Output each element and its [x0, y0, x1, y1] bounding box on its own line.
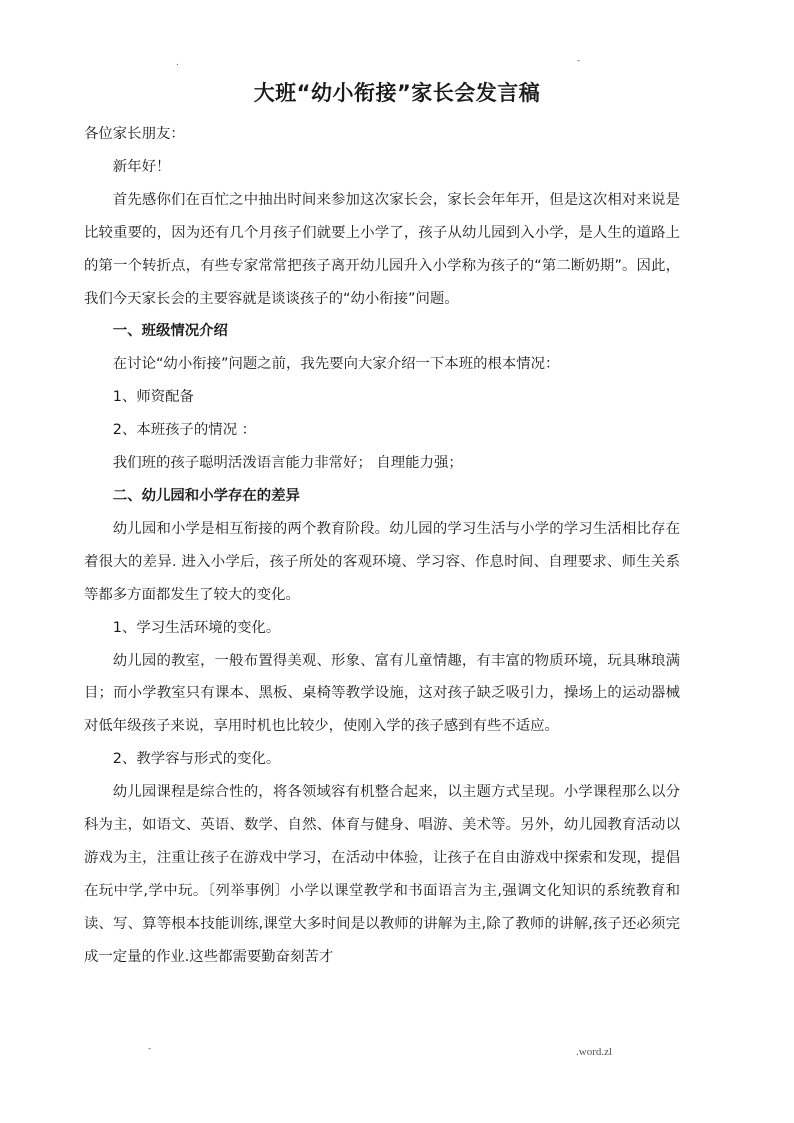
subheading-teaching: 2、教学容与形式的变化。 [112, 751, 281, 768]
document-title: 大班“幼小衔接”家长会发言稿 [253, 81, 541, 105]
children-description: 我们班的孩子聪明活泼语言能力非常好； 自理能力强； [112, 455, 463, 472]
list-item-teachers: 1、师资配备 [112, 389, 194, 406]
footer-mark-right: .word.zl [576, 1046, 613, 1058]
environment-paragraph: 幼儿园的教室，一般布置得美观、形象、富有儿童情趣，有丰富的物质环境，玩具琳琅满目；而小学教室只有课本、黑板、桌椅等教学设施，这对孩子缺乏吸引力，操场上的运动器械对低年级孩子来说，享用时机也比较少，使刚入学的孩子感到有些不适应。 [84, 652, 680, 735]
subheading-environment: 1、学习生活环境的变化。 [112, 619, 281, 636]
differences-paragraph: 幼儿园和小学是相互衔接的两个教育阶段。幼儿园的学习生活与小学的学习生活相比存在着很大的差异. 进入小学后，孩子所处的客观环境、学习容、作息时间、自理要求、师生关系等都多方面都发生了较大的变化。 [84, 520, 680, 603]
salutation: 各位家长朋友： [84, 126, 185, 142]
footer-mark-left: - [148, 1044, 152, 1054]
section-heading-differences: 二、幼儿园和小学存在的差异 [112, 487, 300, 504]
class-intro-paragraph: 在讨论“幼小衔接”问题之前，我先要向大家介绍一下本班的根本情况： [112, 356, 560, 373]
intro-paragraph: 首先感你们在百忙之中抽出时间来参加这次家长会，家长会年年开，但是这次相对来说是比较重要的，因为还有几个月孩子们就要上小学了，孩子从幼儿园到入小学，是人生的道路上的第一个转折点，有些专家常常把孩子离开幼儿园升入小学称为孩子的“第二断奶期”。因此，我们今天家长会的主要容就是谈谈孩子的“幼小衔接”问题。 [84, 191, 680, 307]
teaching-paragraph: 幼儿园课程是综合性的，将各领域容有机整合起来，以主题方式呈现。小学课程那么以分科为主，如语文、英语、数学、自然、体育与健身、唱游、美术等。另外，幼儿园教育活动以游戏为主，注重让孩子在游戏中学习，在活动中体验，让孩子在自由游戏中探索和发现，提倡在玩中学,学中玩。〔列举事例〕小学以课堂教学和书面语言为主,强调文化知识的系统教育和读、写、算等根本技能训练,课堂大多时间是以教师的讲解为主,除了教师的讲解,孩子还必须完成一定量的作业.这些都需要勤奋刻苦才 [84, 784, 680, 965]
header-mark-right: - [577, 56, 581, 66]
list-item-children: 2、本班孩子的情况 ： [112, 422, 257, 439]
section-heading-class-intro: 一、班级情况介绍 [112, 323, 228, 340]
header-mark-left: . [176, 58, 179, 68]
greeting: 新年好！ [112, 158, 171, 175]
document-body [84, 118, 680, 974]
